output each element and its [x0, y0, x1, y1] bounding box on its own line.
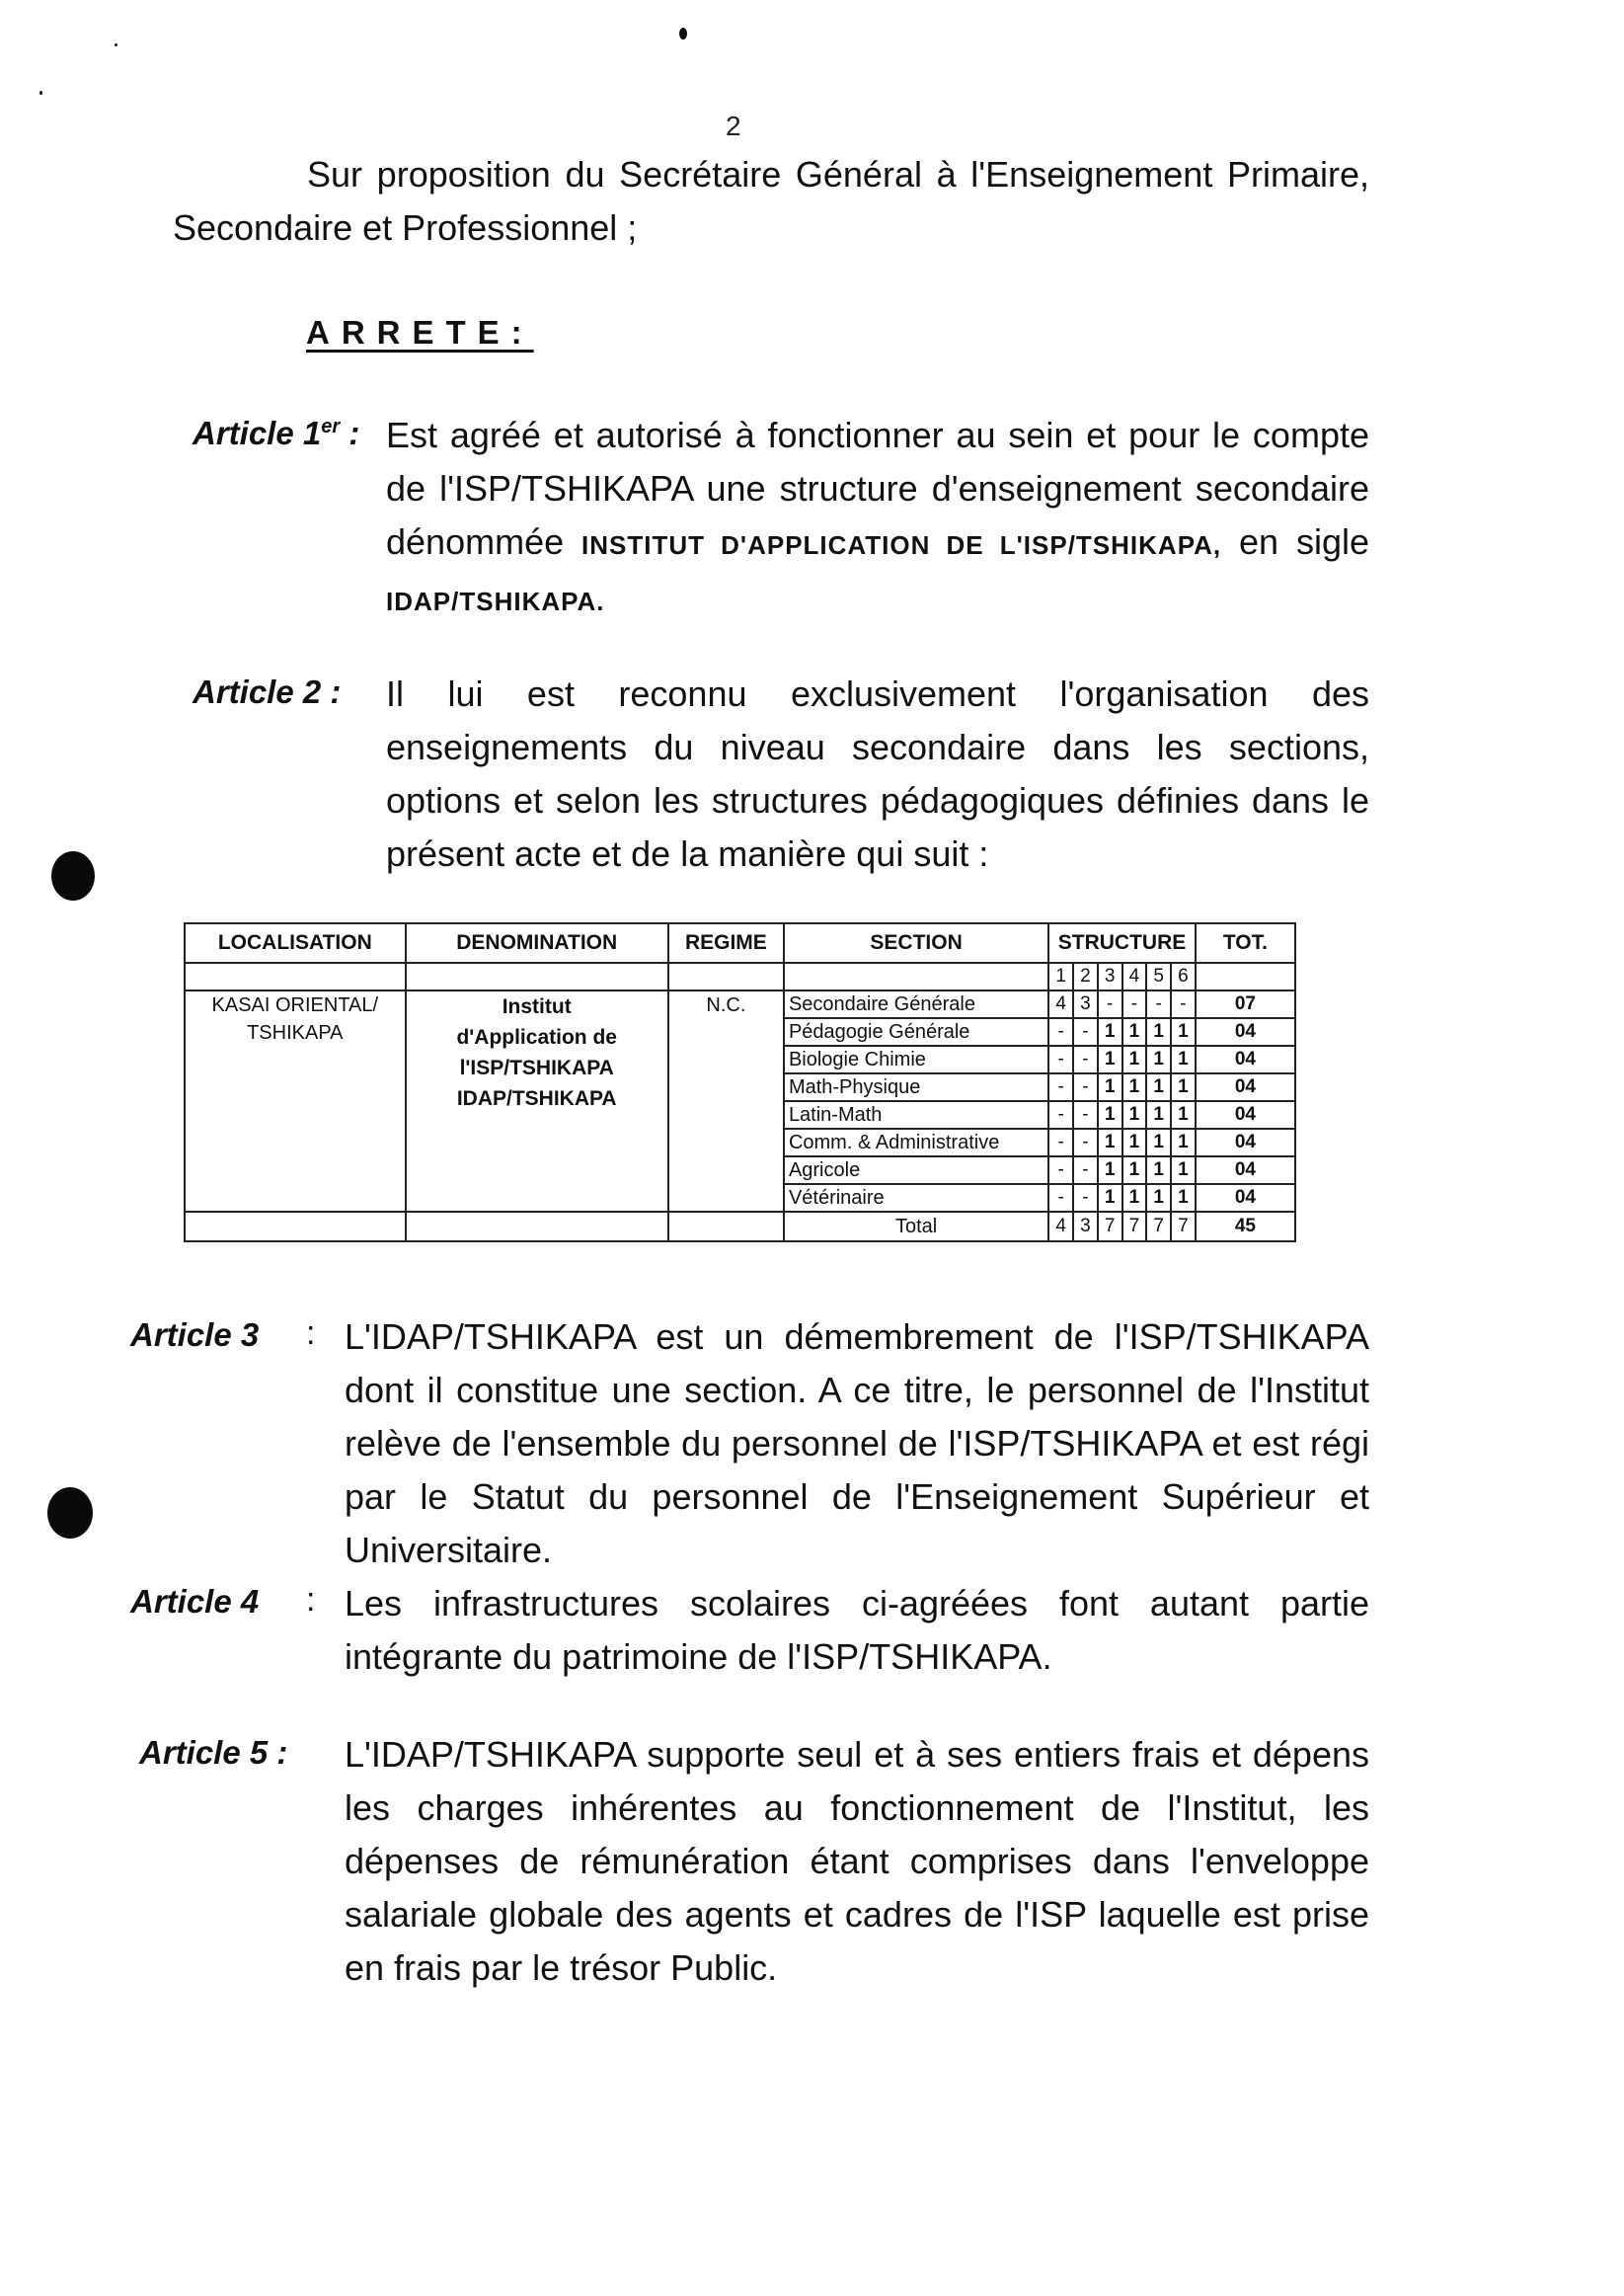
intro-paragraph: Sur proposition du Secrétaire Général à l'Enseignement Primaire, Secondaire et Professionnel ; — [173, 154, 1369, 248]
total-structure-cell: 4 — [1048, 1212, 1073, 1241]
structure-count-cell: 1 — [1122, 1046, 1147, 1073]
structure-count-cell: - — [1073, 1018, 1098, 1046]
denomination-line: IDAP/TSHIKAPA — [456, 1087, 617, 1110]
structure-count-cell: 1 — [1122, 1129, 1147, 1156]
article-1-colon: : — [348, 415, 360, 451]
structure-count-cell: 1 — [1171, 1156, 1196, 1184]
structure-count-cell: - — [1048, 1129, 1073, 1156]
year-header: 1 — [1048, 963, 1073, 990]
scan-speck — [39, 91, 42, 95]
structure-count-cell: 3 — [1073, 990, 1098, 1018]
structure-count-cell: - — [1146, 990, 1171, 1018]
article-1-text-2: en sigle — [1221, 521, 1370, 562]
structure-count-cell: 1 — [1122, 1101, 1147, 1129]
structure-count-cell: 1 — [1098, 1018, 1122, 1046]
structure-count-cell: 1 — [1098, 1156, 1122, 1184]
total-structure-cell: 7 — [1122, 1212, 1147, 1241]
structure-count-cell: 1 — [1171, 1101, 1196, 1129]
structure-count-cell: - — [1048, 1046, 1073, 1073]
empty-cell — [1196, 963, 1295, 990]
total-structure-cell: 3 — [1073, 1212, 1098, 1241]
total-cell: 04 — [1196, 1101, 1295, 1129]
total-cell: 04 — [1196, 1073, 1295, 1101]
structure-count-cell: - — [1073, 1101, 1098, 1129]
structure-count-cell: - — [1122, 990, 1147, 1018]
structure-count-cell: 1 — [1146, 1129, 1171, 1156]
section-cell: Math-Physique — [784, 1073, 1048, 1101]
header-localisation: LOCALISATION — [185, 923, 406, 963]
article-1-body — [386, 409, 1369, 628]
regime-cell: N.C. — [668, 990, 784, 1212]
article-2-body: Il lui est reconnu exclusivement l'organisation des enseignements du niveau secondaire dans les sections, options et selon les structures pédagogiques définies dans le présent acte et de la manière qui suit : — [386, 673, 1369, 874]
empty-cell — [784, 963, 1048, 990]
structure-count-cell: 1 — [1171, 1073, 1196, 1101]
structure-count-cell: 1 — [1146, 1156, 1171, 1184]
article-3-colon: : — [306, 1314, 316, 1352]
punch-hole-icon — [47, 1487, 93, 1539]
total-structure-cell: 7 — [1098, 1212, 1122, 1241]
article-5-label: Article 5 : — [139, 1734, 288, 1771]
year-header: 2 — [1073, 963, 1098, 990]
localisation-line: TSHIKAPA — [247, 1022, 344, 1044]
section-cell: Biologie Chimie — [784, 1046, 1048, 1073]
total-cell: 04 — [1196, 1046, 1295, 1073]
structure-count-cell: - — [1073, 1156, 1098, 1184]
structure-count-cell: 1 — [1171, 1184, 1196, 1212]
structure-count-cell: - — [1048, 1156, 1073, 1184]
empty-cell — [185, 1212, 406, 1241]
structure-count-cell: 1 — [1171, 1018, 1196, 1046]
article-1-label-sup: er — [321, 416, 341, 437]
structure-count-cell: 1 — [1098, 1046, 1122, 1073]
total-cell: 04 — [1196, 1184, 1295, 1212]
article-3-body: L'IDAP/TSHIKAPA est un démembrement de l'ISP/TSHIKAPA dont il constitue une section. A ce titre, le personnel de l'Institut relève de l'ensemble du personnel de l'ISP/TSHIKAPA et est régi par le Statut du personnel de l'Enseignement Supérieur et Universitaire. — [345, 1316, 1369, 1570]
structure-count-cell: 1 — [1122, 1018, 1147, 1046]
structure-count-cell: - — [1171, 990, 1196, 1018]
structure-count-cell: 1 — [1146, 1101, 1171, 1129]
structure-count-cell: 1 — [1171, 1129, 1196, 1156]
structure-count-cell: - — [1048, 1184, 1073, 1212]
section-cell: Pédagogie Générale — [784, 1018, 1048, 1046]
page-number: 2 — [726, 111, 741, 141]
total-structure-cell: 7 — [1146, 1212, 1171, 1241]
structure-count-cell: 1 — [1122, 1156, 1147, 1184]
empty-cell — [406, 1212, 668, 1241]
article-1-label — [193, 415, 359, 452]
structure-count-cell: 1 — [1146, 1018, 1171, 1046]
empty-cell — [668, 963, 784, 990]
structure-count-cell: - — [1073, 1184, 1098, 1212]
section-cell: Comm. & Administrative — [784, 1129, 1048, 1156]
structure-count-cell: - — [1048, 1018, 1073, 1046]
section-cell: Latin-Math — [784, 1101, 1048, 1129]
structure-count-cell: 1 — [1122, 1073, 1147, 1101]
grand-total-cell: 45 — [1196, 1212, 1295, 1241]
structure-table — [184, 922, 1296, 1242]
total-cell: 07 — [1196, 990, 1295, 1018]
denomination-line: l'ISP/TSHIKAPA — [459, 1057, 614, 1079]
year-header-row — [185, 963, 1295, 990]
article-1-label-text: Article 1 — [193, 415, 322, 451]
structure-count-cell: 1 — [1146, 1184, 1171, 1212]
structure-count-cell: 1 — [1122, 1184, 1147, 1212]
structure-count-cell: - — [1098, 990, 1122, 1018]
scan-speck — [679, 28, 687, 40]
structure-count-cell: - — [1073, 1073, 1098, 1101]
table-header-row — [185, 923, 1295, 963]
article-4-label: Article 4 — [130, 1583, 260, 1620]
structure-count-cell: 4 — [1048, 990, 1073, 1018]
structure-count-cell: - — [1048, 1073, 1073, 1101]
section-cell: Agricole — [784, 1156, 1048, 1184]
structure-count-cell: - — [1073, 1046, 1098, 1073]
year-header: 5 — [1146, 963, 1171, 990]
year-header: 3 — [1098, 963, 1122, 990]
year-header: 6 — [1171, 963, 1196, 990]
article-1-sigle: IDAP/TSHIKAPA. — [386, 587, 605, 616]
structure-count-cell: 1 — [1171, 1046, 1196, 1073]
header-section: SECTION — [784, 923, 1048, 963]
header-denomination: DENOMINATION — [406, 923, 668, 963]
header-structure: STRUCTURE — [1048, 923, 1196, 963]
total-structure-cell: 7 — [1171, 1212, 1196, 1241]
total-row — [185, 1212, 1295, 1241]
empty-cell — [668, 1212, 784, 1241]
article-5-body: L'IDAP/TSHIKAPA supporte seul et à ses entiers frais et dépens les charges inhérentes au fonctionnement de l'Institut, les dépenses de rémunération étant comprises dans l'enveloppe salariale globale des agents et cadres de l'ISP laquelle est prise en frais par le trésor Public. — [345, 1734, 1369, 1988]
article-4-colon: : — [306, 1581, 316, 1619]
denomination-line: d'Application de — [456, 1026, 617, 1049]
article-1-text-1: Est agréé et autorisé à fonctionner au sein et pour le compte de l'ISP/TSHIKAPA une structure d'enseignement secondaire dénommée — [386, 415, 1369, 562]
total-cell: 04 — [1196, 1156, 1295, 1184]
arrete-heading: ARRETE: — [306, 314, 534, 351]
empty-cell — [406, 963, 668, 990]
total-label: Total — [784, 1212, 1048, 1241]
section-cell: Secondaire Générale — [784, 990, 1048, 1018]
year-header: 4 — [1122, 963, 1147, 990]
structure-count-cell: 1 — [1146, 1046, 1171, 1073]
total-cell: 04 — [1196, 1018, 1295, 1046]
empty-cell — [185, 963, 406, 990]
structure-count-cell: 1 — [1098, 1129, 1122, 1156]
article-1-institute-name: INSTITUT D'APPLICATION DE L'ISP/TSHIKAPA, — [581, 530, 1222, 560]
scan-speck — [115, 43, 117, 46]
localisation-cell — [185, 990, 406, 1212]
total-cell: 04 — [1196, 1129, 1295, 1156]
localisation-line: KASAI ORIENTAL/ — [211, 994, 379, 1016]
table-row — [185, 990, 1295, 1018]
header-regime: REGIME — [668, 923, 784, 963]
structure-count-cell: 1 — [1146, 1073, 1171, 1101]
article-2-label: Article 2 : — [193, 673, 342, 710]
section-cell: Vétérinaire — [784, 1184, 1048, 1212]
article-4-body: Les infrastructures scolaires ci-agréées font autant partie intégrante du patrimoine de l'ISP/TSHIKAPA. — [345, 1583, 1369, 1677]
structure-count-cell: - — [1073, 1129, 1098, 1156]
denomination-cell — [406, 990, 668, 1212]
structure-count-cell: - — [1048, 1101, 1073, 1129]
header-tot: TOT. — [1196, 923, 1295, 963]
article-3-label: Article 3 — [130, 1316, 260, 1353]
structure-count-cell: 1 — [1098, 1073, 1122, 1101]
punch-hole-icon — [51, 851, 95, 901]
structure-count-cell: 1 — [1098, 1101, 1122, 1129]
structure-count-cell: 1 — [1098, 1184, 1122, 1212]
structure-table-wrap — [184, 922, 1296, 1242]
denomination-line: Institut — [502, 995, 572, 1018]
